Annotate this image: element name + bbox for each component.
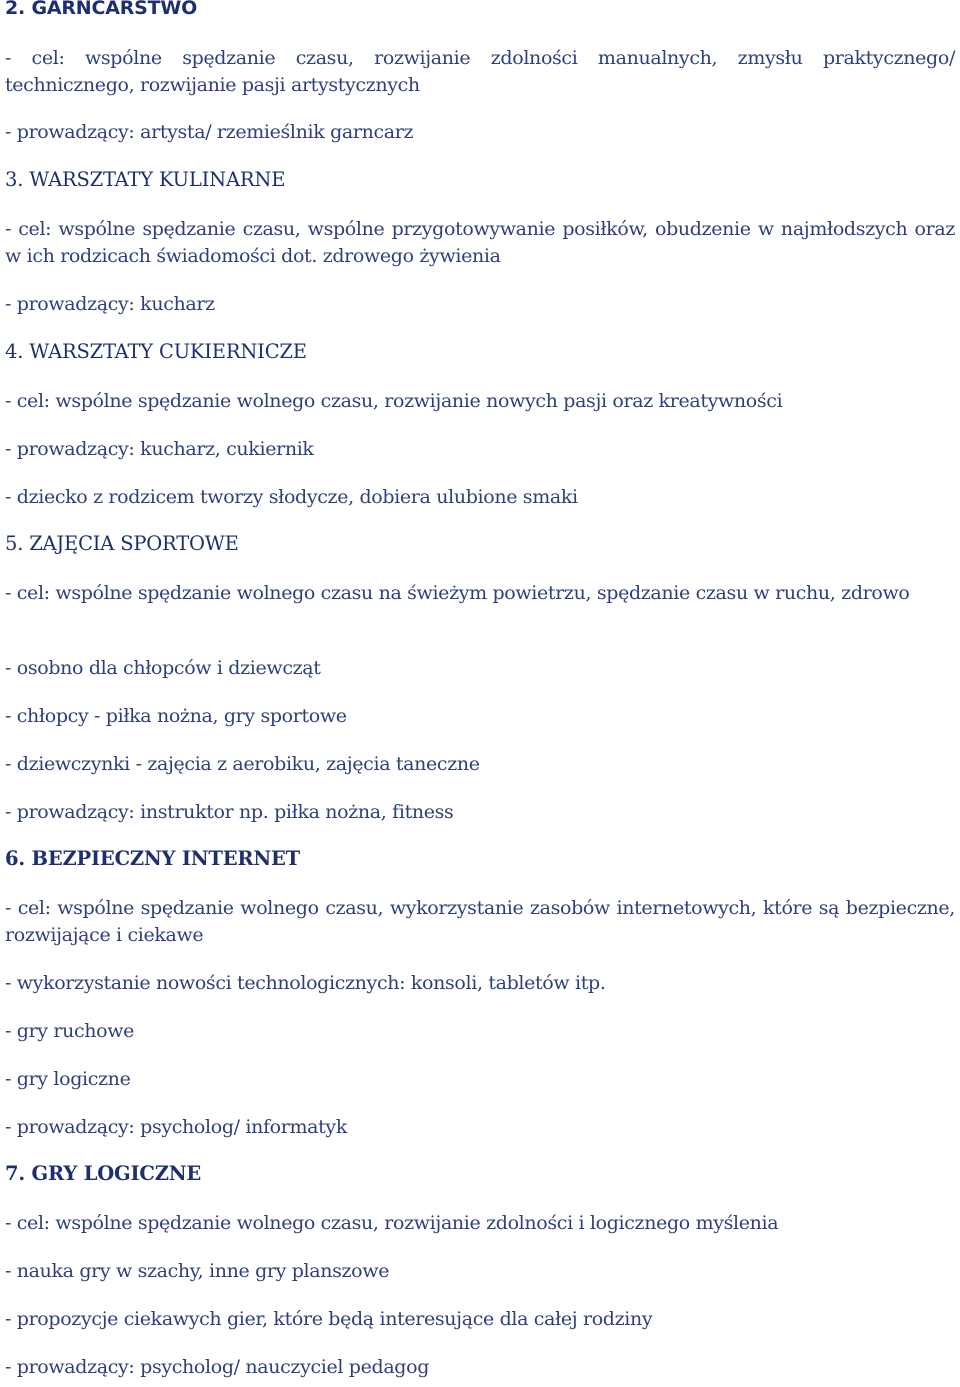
section-heading-zajecia-sportowe: 5. ZAJĘCIA SPORTOWE: [5, 532, 239, 555]
section-item: - dziecko z rodzicem tworzy słodycze, dobiera ulubione smaki: [5, 486, 578, 508]
section-item: - dziewczynki - zajęcia z aerobiku, zajęcia taneczne: [5, 753, 480, 775]
section-item: - nauka gry w szachy, inne gry planszowe: [5, 1260, 390, 1282]
section-item: - cel: wspólne spędzanie wolnego czasu, rozwijanie zdolności i logicznego myślenia: [5, 1212, 779, 1234]
section-item: - prowadzący: psycholog/ nauczyciel pedagog: [5, 1356, 430, 1378]
section-item: - prowadzący: kucharz, cukiernik: [5, 438, 314, 460]
section-item: - cel: wspólne spędzanie wolnego czasu, wykorzystanie zasobów internetowych, które są bezpieczne, rozwijające i ciekawe: [5, 897, 955, 946]
section-item: - prowadzący: psycholog/ informatyk: [5, 1116, 347, 1138]
section-heading-gry-logiczne: 7. GRY LOGICZNE: [5, 1162, 202, 1185]
section-item: - cel: wspólne spędzanie wolnego czasu, rozwijanie nowych pasji oraz kreatywności: [5, 390, 783, 412]
section-item: - propozycje ciekawych gier, które będą interesujące dla całej rodziny: [5, 1308, 653, 1330]
section-item: - cel: wspólne spędzanie wolnego czasu na świeżym powietrzu, spędzanie czasu w ruchu, zdrowo: [5, 582, 910, 604]
section-item: - gry logiczne: [5, 1068, 131, 1090]
section-item: - chłopcy - piłka nożna, gry sportowe: [5, 705, 347, 727]
section-item: - prowadzący: artysta/ rzemieślnik garncarz: [5, 121, 414, 143]
section-item: - wykorzystanie nowości technologicznych: konsoli, tabletów itp.: [5, 972, 606, 994]
section-item: - cel: wspólne spędzanie czasu, rozwijanie zdolności manualnych, zmysłu praktycznego/ technicznego, rozwijanie pasji artystycznych: [5, 47, 955, 96]
section-item: - prowadzący: kucharz: [5, 293, 215, 315]
section-heading-bezpieczny-internet: 6. BEZPIECZNY INTERNET: [5, 847, 300, 870]
section-item: - cel: wspólne spędzanie czasu, wspólne przygotowywanie posiłków, obudzenie w najmłodszych oraz w ich rodzicach świadomości dot. zdrowego żywienia: [5, 218, 955, 267]
section-heading-warsztaty-kulinarne: 3. WARSZTATY KULINARNE: [5, 168, 286, 191]
section-item: - osobno dla chłopców i dziewcząt: [5, 657, 321, 679]
section-item: - gry ruchowe: [5, 1020, 135, 1042]
section-heading-warsztaty-cukiernicze: 4. WARSZTATY CUKIERNICZE: [5, 340, 307, 363]
section-item: - prowadzący: instruktor np. piłka nożna, fitness: [5, 801, 454, 823]
section-heading-garncarstwo: 2. GARNCARSTWO: [5, 0, 198, 19]
